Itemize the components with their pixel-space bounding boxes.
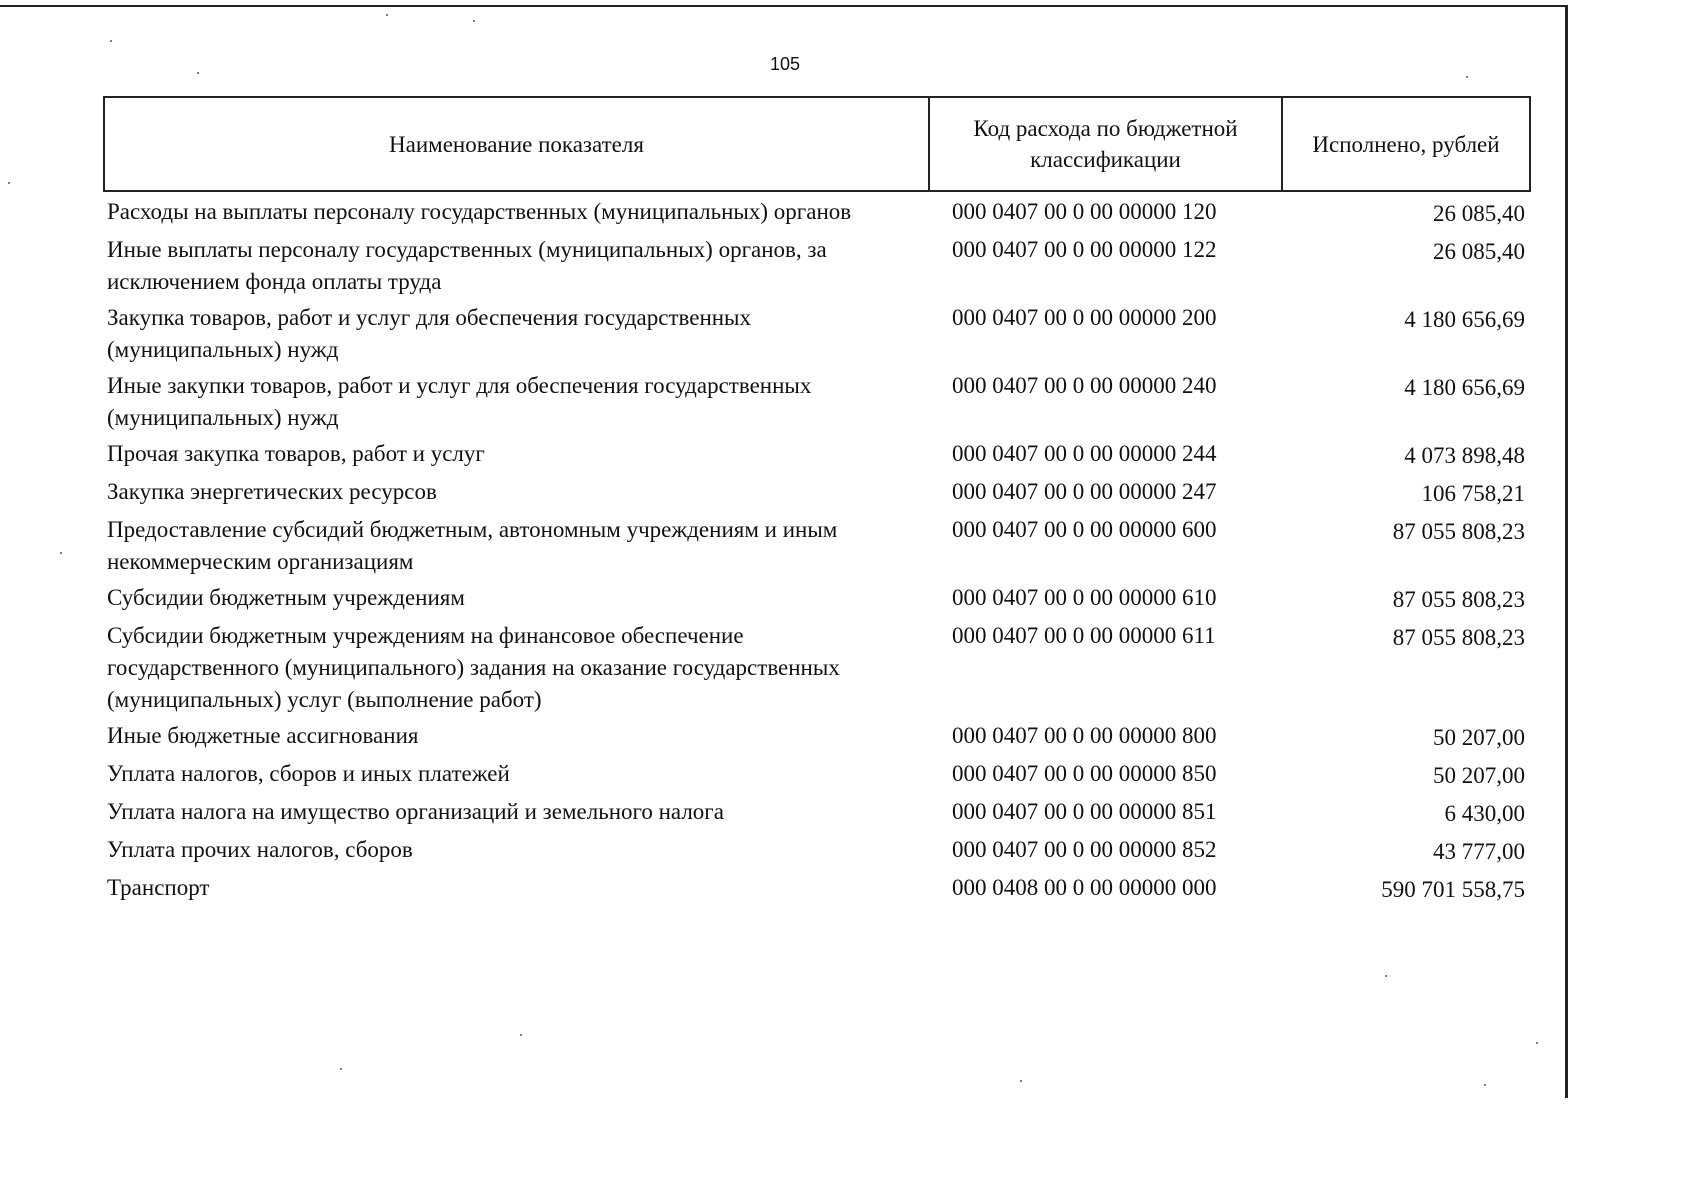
- scan-speck: [340, 1068, 342, 1070]
- indicator-name: Закупка товаров, работ и услуг для обеспечения государственных (муниципальных) нужд: [107, 305, 752, 362]
- scan-speck: [1385, 975, 1387, 977]
- table-row: [103, 620, 1531, 720]
- table-row: [103, 476, 1531, 514]
- executed-amount: 50 207,00: [1433, 725, 1525, 750]
- header-expense-code: Код расхода по бюджетной классификации: [930, 98, 1283, 190]
- expense-code: 000 0407 00 0 00 00000 120: [952, 199, 1217, 224]
- executed-amount: 87 055 808,23: [1392, 519, 1525, 544]
- indicator-name: Транспорт: [107, 875, 210, 900]
- indicator-name: Прочая закупка товаров, работ и услуг: [107, 441, 485, 466]
- table-row: [103, 582, 1531, 620]
- expense-code: 000 0407 00 0 00 00000 850: [952, 761, 1217, 786]
- executed-amount: 4 180 656,69: [1404, 375, 1525, 400]
- executed-amount: 26 085,40: [1433, 239, 1525, 264]
- indicator-name: Закупка энергетических ресурсов: [107, 479, 437, 504]
- indicator-name: Субсидии бюджетным учреждениям на финансовое обеспечение государственного (муниципального) задания на оказание государственных (муниципальных) услуг (выполнение работ): [107, 623, 840, 712]
- table-row: [103, 872, 1531, 910]
- scan-speck: [1466, 76, 1468, 78]
- table-row: [103, 370, 1531, 438]
- table-row: [103, 834, 1531, 872]
- scan-speck: [110, 40, 112, 42]
- table-row: [103, 196, 1531, 234]
- table-row: [103, 234, 1531, 302]
- page-number: 105: [769, 54, 801, 74]
- executed-amount: 590 701 558,75: [1381, 877, 1525, 902]
- scan-top-border: [0, 5, 1568, 7]
- executed-amount: 43 777,00: [1433, 839, 1525, 864]
- table-row: [103, 796, 1531, 834]
- executed-amount: 4 180 656,69: [1404, 307, 1525, 332]
- expense-code: 000 0407 00 0 00 00000 200: [952, 305, 1217, 330]
- executed-amount: 26 085,40: [1433, 201, 1525, 226]
- table-row: [103, 758, 1531, 796]
- table-row: [103, 514, 1531, 582]
- scan-speck: [1020, 1080, 1022, 1082]
- executed-amount: 87 055 808,23: [1392, 625, 1525, 650]
- expense-code: 000 0407 00 0 00 00000 852: [952, 837, 1217, 862]
- executed-amount: 6 430,00: [1444, 801, 1525, 826]
- indicator-name: Субсидии бюджетным учреждениям: [107, 585, 465, 610]
- scan-right-border: [1565, 5, 1568, 1098]
- expense-code: 000 0407 00 0 00 00000 800: [952, 723, 1217, 748]
- expense-code: 000 0408 00 0 00 00000 000: [952, 875, 1217, 900]
- scan-speck: [1536, 1042, 1538, 1044]
- header-indicator-name: Наименование показателя: [105, 98, 930, 190]
- indicator-name: Иные выплаты персоналу государственных (муниципальных) органов, за исключением фонда оплаты труда: [107, 237, 827, 294]
- expense-code: 000 0407 00 0 00 00000 244: [952, 441, 1217, 466]
- expense-code: 000 0407 00 0 00 00000 851: [952, 799, 1217, 824]
- scan-speck: [197, 72, 199, 74]
- scan-speck: [1484, 1084, 1486, 1086]
- expense-code: 000 0407 00 0 00 00000 611: [952, 623, 1216, 648]
- scan-speck: [60, 552, 62, 554]
- table-row: [103, 720, 1531, 758]
- executed-amount: 106 758,21: [1421, 481, 1525, 506]
- scan-speck: [386, 14, 388, 16]
- executed-amount: 50 207,00: [1433, 763, 1525, 788]
- budget-execution-table: [103, 96, 1531, 910]
- header-executed-amount: Исполнено, рублей: [1312, 131, 1500, 157]
- executed-amount: 4 073 898,48: [1404, 443, 1525, 468]
- expense-code: 000 0407 00 0 00 00000 122: [952, 237, 1217, 262]
- indicator-name: Предоставление субсидий бюджетным, автономным учреждениям и иным некоммерческим организациям: [107, 517, 838, 574]
- executed-amount: 87 055 808,23: [1392, 587, 1525, 612]
- indicator-name: Иные бюджетные ассигнования: [107, 723, 419, 748]
- indicator-name: Уплата налогов, сборов и иных платежей: [107, 761, 510, 786]
- indicator-name: Расходы на выплаты персоналу государственных (муниципальных) органов: [107, 199, 852, 224]
- expense-code: 000 0407 00 0 00 00000 600: [952, 517, 1217, 542]
- table-row: [103, 438, 1531, 476]
- scan-speck: [520, 1034, 522, 1036]
- indicator-name: Уплата прочих налогов, сборов: [107, 837, 413, 862]
- expense-code: 000 0407 00 0 00 00000 610: [952, 585, 1217, 610]
- table-body: [103, 192, 1531, 910]
- expense-code: 000 0407 00 0 00 00000 240: [952, 373, 1217, 398]
- scan-speck: [473, 20, 475, 22]
- indicator-name: Уплата налога на имущество организаций и земельного налога: [107, 799, 724, 824]
- indicator-name: Иные закупки товаров, работ и услуг для обеспечения государственных (муниципальных) нужд: [107, 373, 812, 430]
- expense-code: 000 0407 00 0 00 00000 247: [952, 479, 1217, 504]
- table-row: [103, 302, 1531, 370]
- table-header: [103, 96, 1531, 192]
- scan-speck: [8, 182, 10, 184]
